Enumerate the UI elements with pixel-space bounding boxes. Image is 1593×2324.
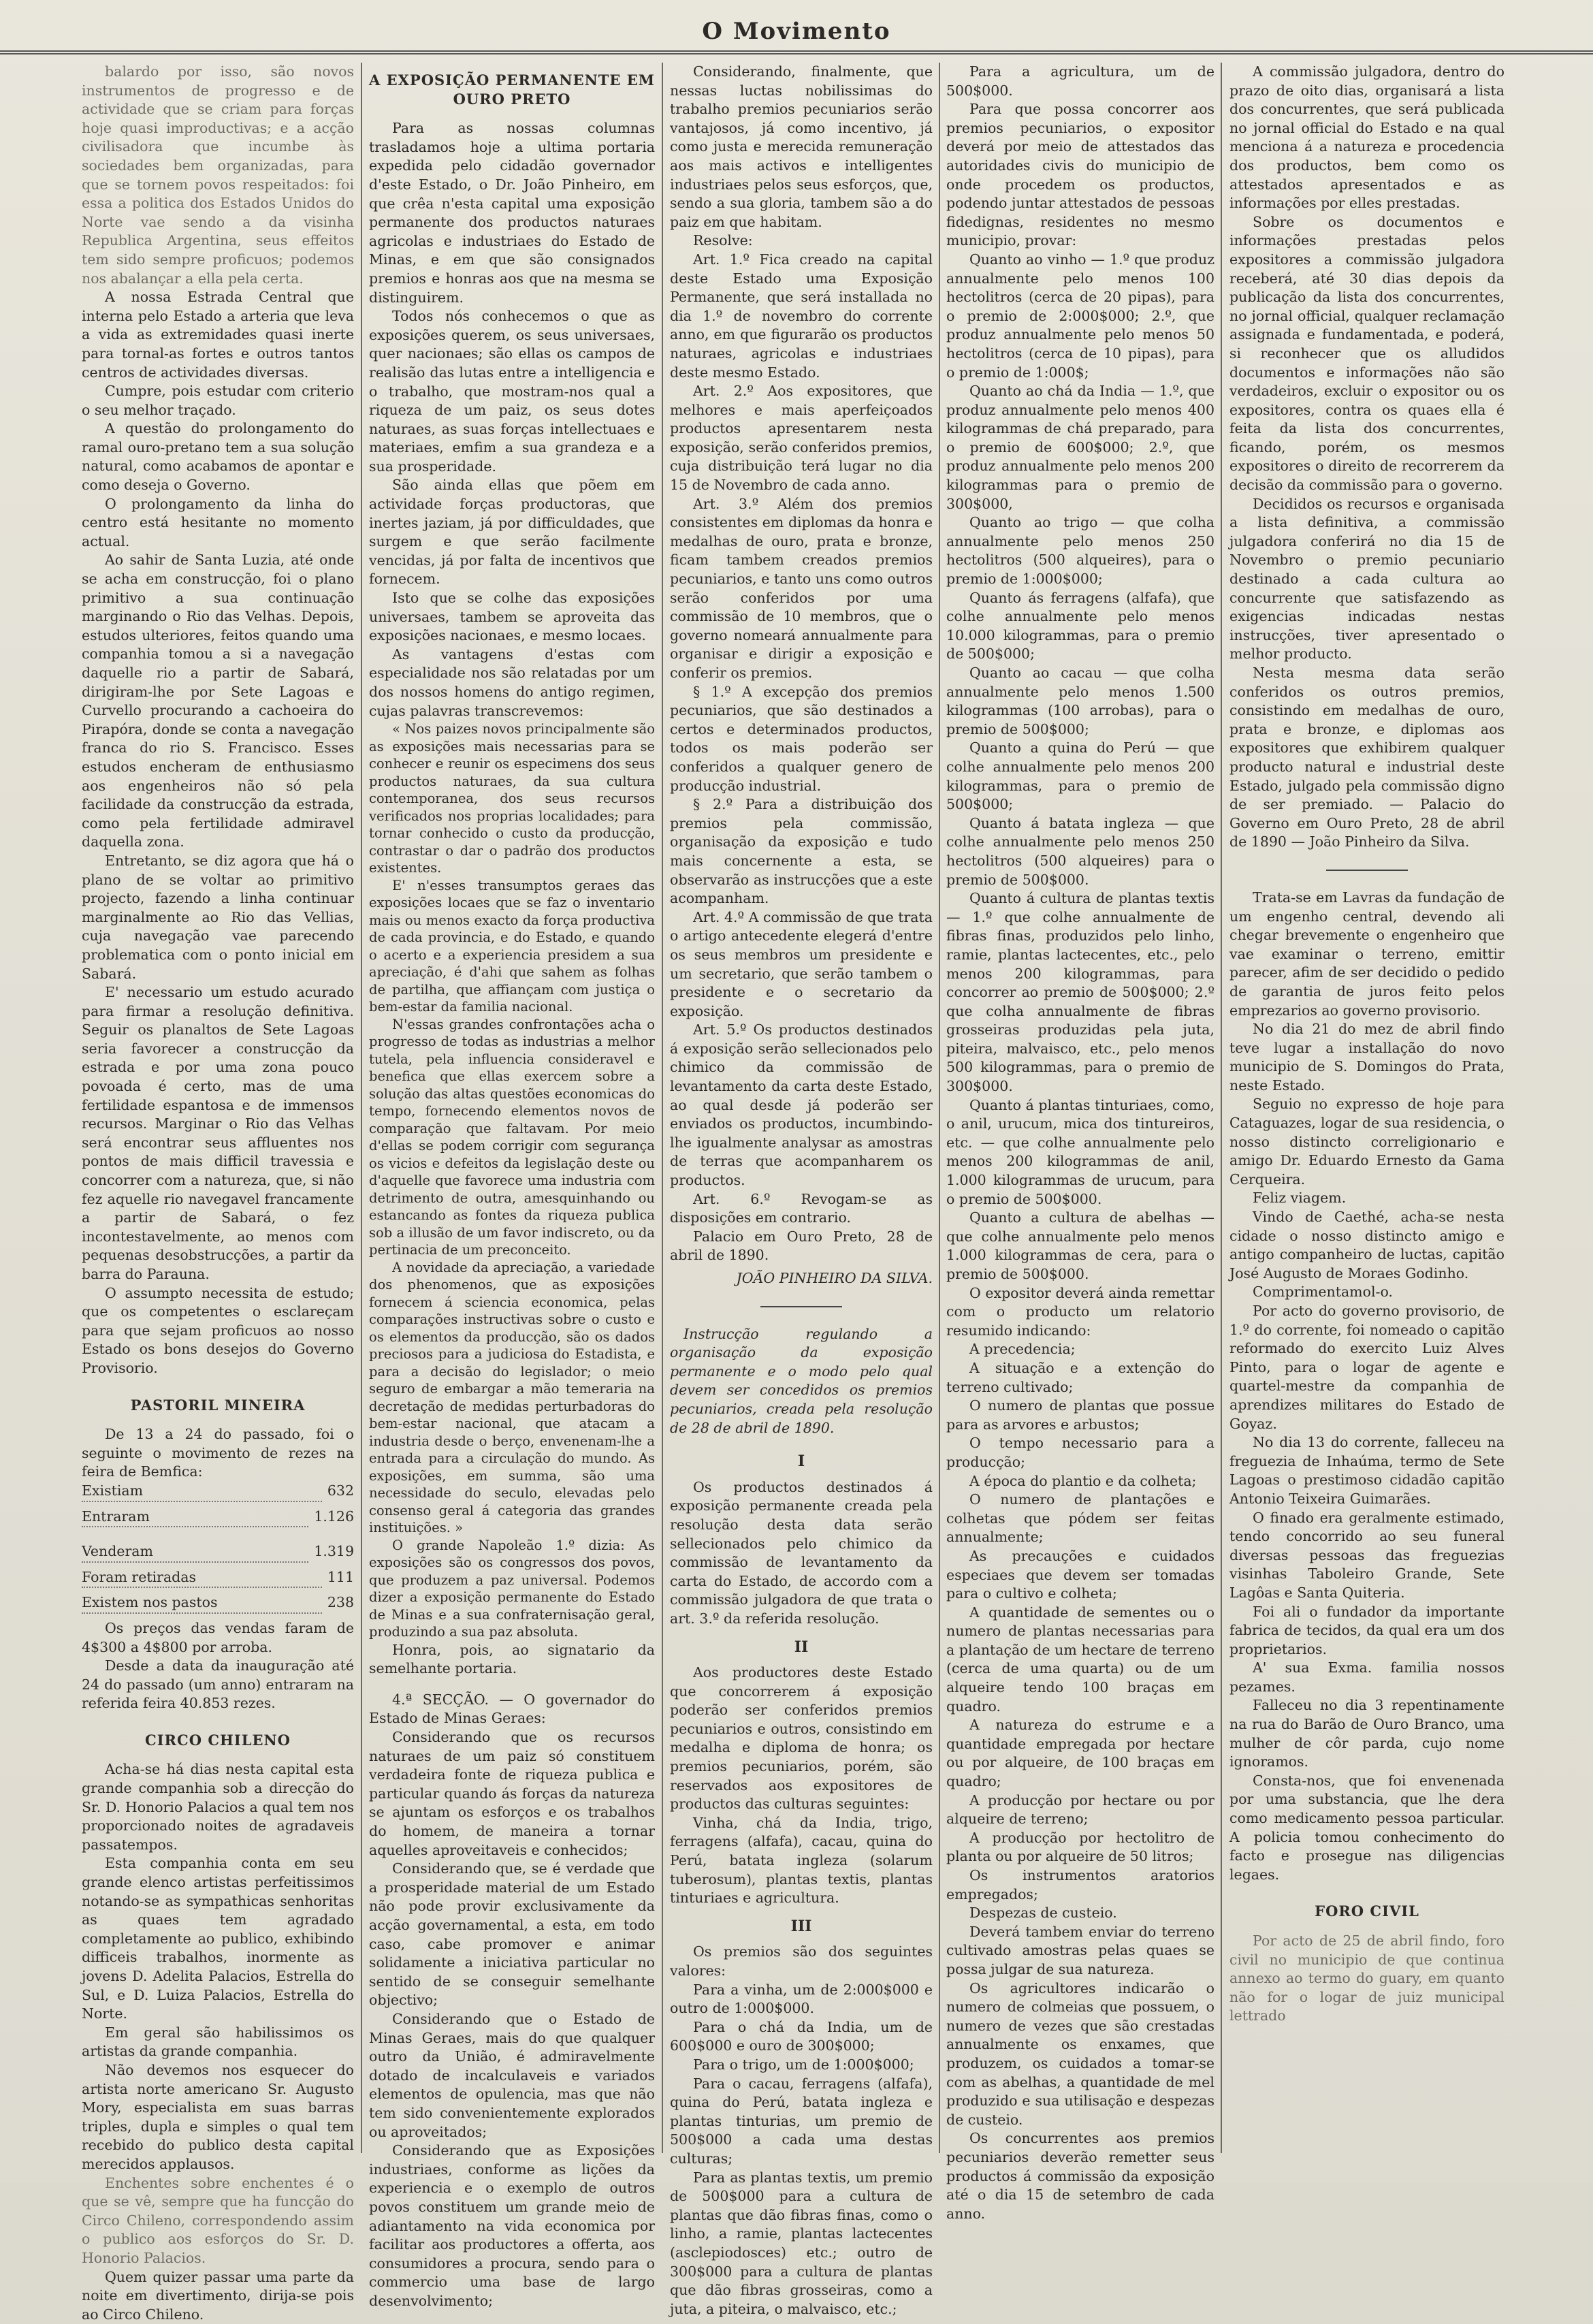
- paragraph: Quanto a quina do Perú — que colhe annualmente pelo menos 200 kilogrammas, para o premio de 500$000;: [946, 739, 1214, 814]
- paragraph: As vantagens d'estas com especialidade nos são relatadas por um dos nossos homens do antigo regimen, cujas palavras transcrevemos:: [369, 646, 655, 720]
- paragraph: Para o cacau, ferragens (alfafa), quina do Perú, batata ingleza e plantas tinturias, um premio de 500$000 a cada uma destas culturas;: [670, 2075, 933, 2169]
- list-item: Os instrumentos aratorios empregados;: [946, 1866, 1214, 1904]
- paragraph: O finado era geralmente estimado, tendo concorrido ao seu funeral diversas pessoas das freguezias visinhas Taboleiro Grande, Sete Lagôas e Santa Quiteria.: [1229, 1509, 1504, 1603]
- list-item: O tempo necessario para a producção;: [946, 1434, 1214, 1471]
- paragraph: O expositor deverá ainda remettar com o producto um relatorio resumido indicando:: [946, 1284, 1214, 1341]
- paragraph: Decididos os recursos e organisada a lista definitiva, a commissão julgadora conferirá no dia 15 de Novembro o premio pecuniario destinado a cada cultura ao concurrente que satisfazendo as exigencias indicadas nestas instrucções, tiver apresentado o melhor producto.: [1229, 495, 1504, 664]
- quote-paragraph: A novidade da apreciação, a variedade dos phenomenos, que as exposições fornecem á sciencia economica, pelas comparações instructivas sobre o custo e os elementos da producção, são os dados preciosos para a judiciosa do Estadista, e para a decisão do legislador; o meio seguro de embargar a mão temeraria na decretação de medidas perturbadoras do bem-estar nacional, que atacam a industria desde o berço, envenenam-lhe a entrada para a circulação do mundo. As exposições, em summa, são uma necessidade do seculo, elevadas pelo consenso geral á categoria das grandes instituições. »: [369, 1259, 655, 1537]
- paragraph: O assumpto necessita de estudo; que os competentes o esclareçam para que sejam proficuos ao nosso Estado os bons desejos do Governo Provisorio.: [82, 1284, 354, 1378]
- column-rule: [939, 63, 940, 2153]
- list-item: A precedencia;: [946, 1340, 1214, 1359]
- paragraph: Art. 4.º A commissão de que trata o artigo antecedente elegerá d'entre os seus membros um presidente e um secretario, que serão tambem o presidente e o secretario da exposição.: [670, 908, 933, 1021]
- paragraph: Quanto á batata ingleza — que colhe annualmente pelo menos 250 hectolitros (500 alqueires) para o premio de 500$000.: [946, 814, 1214, 889]
- paragraph: Esta companhia conta em seu grande elenco artistas perfeitissimos notando-se as sympathicas senhoritas as quaes tem agradado completamente ao publico, exhibindo difficeis trabalhos, inormente as jovens D. Adelita Palacios, Estrella do Sul, e D. Luiza Palacios, Estrella do Norte.: [82, 1854, 354, 2023]
- paragraph: Feliz viagem.: [1229, 1189, 1504, 1208]
- paragraph: Considerando que os recursos naturaes de um paiz só constituem verdadeira fonte de riqueza publica e particular quando ás forças da natureza se ajuntam os esforços e os trabalhos do homem, de maneira a tornar aquelles aproveitaveis e conhecidos;: [369, 1728, 655, 1860]
- paragraph: Consta-nos, que foi envenenada por uma substancia, que lhe dera como medicamento pessoa particular. A policia tomou conhecimento do facto e prosegue nas diligencias legaes.: [1229, 1772, 1504, 1885]
- section-heading-circo: CIRCO CHILENO: [82, 1731, 354, 1750]
- column-rule: [662, 63, 663, 2153]
- paragraph: Não devemos nos esquecer do artista norte americano Sr. Augusto Mory, especialista em suas barras triples, dupla e simples o qual tem recebido do publico desta capital merecidos applausos.: [82, 2061, 354, 2174]
- list-item: O numero de plantações e colhetas que pódem ser feitas annualmente;: [946, 1491, 1214, 1547]
- quote-paragraph: « Nos paizes novos principalmente são as exposições mais necessarias para se conhecer e reunir os especimens dos seus productos naturaes, da sua cultura contemporanea, dos seus recursos verificados nos proprias localidades; para tornar conhecido o custo da producção, contrastar o dar o padrão dos productos existentes.: [369, 720, 655, 877]
- paragraph: No dia 13 do corrente, falleceu na freguezia de Inhaúma, termo de Sete Lagoas o prestimoso cidadão capitão Antonio Teixeira Guimarães.: [1229, 1433, 1504, 1508]
- paragraph: Os premios são dos seguintes valores:: [670, 1943, 933, 1980]
- paragraph: Considerando que o Estado de Minas Geraes, mais do que qualquer outro da União, é admiravelmente dotado de incalculaveis e variados elementos de opulencia, mas que não tem sido convenientemente explorados ou aproveitados;: [369, 2010, 655, 2142]
- paragraph: Para as nossas columnas trasladamos hoje a ultima portaria expedida pelo cidadão governador d'este Estado, o Dr. João Pinheiro, em que crêa n'esta capital uma exposição permanente dos productos naturaes agricolas e industriaes do Estado de Minas, e em que são consignados premios e honras aos que na mesma se distinguirem.: [369, 119, 655, 307]
- paragraph: Quanto ao chá da India — 1.º, que produz annualmente pelo menos 400 kilogrammas de chá preparado, para o premio de 600$000; 2.º, que produz annualmente pelo menos 200 kilogrammas para o premio de 300$000,: [946, 382, 1214, 513]
- paragraph: Quanto ás ferragens (alfafa), que colhe annualmente pelo menos 10.000 kilogrammas, para o premio de 500$000;: [946, 589, 1214, 664]
- paragraph: Palacio em Ouro Preto, 28 de abril de 1890.: [670, 1228, 933, 1265]
- paragraph: Foi ali o fundador da importante fabrica de tecidos, da qual era um dos proprietarios.: [1229, 1603, 1504, 1659]
- list-item: A producção por hectolitro de planta ou por alqueire de 50 litros;: [946, 1829, 1214, 1866]
- paragraph: Trata-se em Lavras da fundação de um engenho central, devendo ali chegar brevemente o engenheiro que vae examinar o terreno, emittir parecer, afim de ser decidido o pedido de garantia de juros feito pelos emprezarios ao governo provisorio.: [1229, 889, 1504, 1020]
- paragraph: Vinha, chá da India, trigo, ferragens (alfafa), cacau, quina do Perú, batata ingleza (solarum tuberosum), plantas textis, plantas tinturiaes e agricultura.: [670, 1814, 933, 1908]
- paragraph: Quanto ao cacau — que colha annualmente pelo menos 1.500 kilogrammas (100 arrobas), para o premio de 500$000;: [946, 664, 1214, 739]
- paragraph: Em geral são habilissimos os artistas da grande companhia.: [82, 2024, 354, 2061]
- paragraph: Considerando que as Exposições industriaes, conforme as lições da experiencia e o exemplo de outros povos constituem um grande meio de adiantamento na vida economica por facilitar aos productores a offerta, aos consumidores a procura, sendo para o commercio uma base de largo desenvolvimento;: [369, 2142, 655, 2310]
- column-1: [82, 63, 354, 2167]
- paragraph: Os preços das vendas faram de 4$300 a 4$800 por arroba.: [82, 1619, 354, 1657]
- paragraph: Entretanto, se diz agora que há o plano de se voltar ao primitivo projecto, fazendo a linha continuar marginalmente ao Rio das Vellias, cuja navegação vae parecendo problematica com o ponto inicial em Sabará.: [82, 852, 354, 983]
- paragraph: Isto que se colhe das exposições universaes, tambem se aproveita das exposições nacionaes, e mesmo locaes.: [369, 589, 655, 646]
- paragraph: Para a vinha, um de 2:000$000 e outro de 1:000$000.: [670, 1981, 933, 2018]
- paragraph: Ao sahir de Santa Luzia, até onde se acha em construcção, foi o plano primitivo a sua continuação marginando o Rio das Velhas. Depois, estudos ulteriores, feitos quando uma companhia tomou a si a navegação daquelle rio a partir de Sabará, dirigiram-lhe por Sete Lagoas e Curvello procurando a cachoeira do Pirapóra, donde se conta a navegação franca do rio S. Francisco. Esses estudos encheram de enthusiasmo aos engenheiros não só pela facilidade da construcção da estrada, como pela fertilidade admiravel daquella zona.: [82, 551, 354, 852]
- divider: [1326, 870, 1408, 871]
- paragraph: Resolve:: [670, 232, 933, 251]
- list-item: O numero de plantas que possue para as arvores e arbustos;: [946, 1397, 1214, 1434]
- quote-paragraph: E' n'esses transumptos geraes das exposições locaes que se faz o inventario mais ou menos exacto da força productiva de cada provincia, e do Estado, e quando o acerto e a experiencia presidem a sua apreciação, é d'ahi que sahem as folhas de partilha, que affiançam com justiça o bem-estar da familia nacional.: [369, 877, 655, 1016]
- paragraph: São ainda ellas que põem em actividade forças productoras, que inertes jaziam, já por difficuldades, que surgem e que serão facilmente vencidas, já por falta de incentivos que fornecem.: [369, 476, 655, 589]
- paragraph: § 1.º A excepção dos premios pecuniarios, que são destinados a certos e determinados productos, todos os mais poderão ser conferidos a qualquer genero de producção industrial.: [670, 683, 933, 796]
- newspaper-title: O Movimento: [702, 18, 890, 45]
- list-item: A producção por hectare ou por alqueire de terreno;: [946, 1792, 1214, 1829]
- paragraph: Os productos destinados á exposição permanente creada pela resolução desta data serão sellecionados pelo chimico da commissão de levantamento da carta do Estado, de accordo com a commissão julgadora de que trata o art. 3.º da referida resolução.: [670, 1478, 933, 1629]
- paragraph: Art. 6.º Revogam-se as disposições em contrario.: [670, 1190, 933, 1228]
- paragraph: Para a agricultura, um de 500$000.: [946, 63, 1214, 100]
- section-number: II: [670, 1638, 933, 1657]
- column-4: [946, 63, 1214, 2167]
- paragraph: Para que possa concorrer aos premios pecuniarios, o expositor deverá por meio de attestados das autoridades civis do municipio de onde procedem os productos, podendo juntar attestados de pessoas fidedignas, residentes no mesmo municipio, provar:: [946, 100, 1214, 251]
- stats-row: Foram retiradas 111: [82, 1568, 354, 1594]
- paragraph: Por acto do governo provisorio, de 1.º do corrente, foi nomeado o capitão reformado do exercito Luiz Alves Pinto, para o logar de agente e quartel-mestre da companhia de aprendizes militares do Estado de Goyaz.: [1229, 1302, 1504, 1433]
- stats-row: Existiam 632: [82, 1482, 354, 1508]
- signature: JOÃO PINHEIRO DA SILVA.: [670, 1269, 933, 1288]
- stats-row: Existem nos pastos 238: [82, 1593, 354, 1619]
- column-rule: [361, 63, 362, 2153]
- paragraph: § 2.º Para a distribuição dos premios pela commissão, organisação da exposição e tudo mais concernente a esta, se observarão as instrucções que a este acompanham.: [670, 795, 933, 908]
- list-item: A situação e a extenção do terreno cultivado;: [946, 1359, 1214, 1397]
- paragraph: balardo por isso, são novos instrumentos de progresso e de actividade que se criam para forças hoje quasi improductivas; e a acção civilisadora que incumbe às sociedades bem organizadas, para que se tornem povos respeitados: foi essa a politica dos Estados Unidos do Norte vae sendo a da visinha Republica Argentina, seus effeitos tem sido sempre proficuos; podemos nos abalançar a ella pela certa.: [82, 63, 354, 288]
- paragraph: Honra, pois, ao signatario da semelhante portaria.: [369, 1641, 655, 1678]
- stats-row: Venderam 1.319: [82, 1542, 354, 1568]
- list-item: As precauções e cuidados especiaes que devem ser tomadas para o cultivo e colheta;: [946, 1547, 1214, 1604]
- paragraph: Quanto á plantas tinturiaes, como, o anil, urucum, mica dos tintureiros, etc. — que colhe annualmente pelo menos 200 kilogrammas de anil, 1.000 kilogrammas de urucum, para o premio de 500$000.: [946, 1096, 1214, 1209]
- section-heading-exposicao: A EXPOSIÇÃO PERMANENTE EM OURO PRETO: [369, 71, 655, 108]
- list-item: A quantidade de sementes ou o numero de plantas necessarias para a plantação de um hectare de terreno (cerca de uma quarta) ou de um alqueire tendo 100 braças em quadro.: [946, 1604, 1214, 1717]
- section-number: I: [670, 1452, 933, 1471]
- paragraph: Para as plantas textis, um premio de 500$000 para a cultura de plantas que dão fibras finas, como o linho, a ramie, plantas lactecentes (asclepiodosces) etc.; outro de 300$000 para a cultura de plantas que dão fibras grosseiras, como a juta, a piteira, o malvaisco, etc.;: [670, 2169, 933, 2319]
- paragraph: Quanto ao vinho — 1.º que produz annualmente pelo menos 100 hectolitros (cerca de 20 pipas), para o premio de 2:000$000; 2.º, que produz annualmente pelo menos 50 hectolitros (cerca de 10 pipas), para o premio de 1:000$;: [946, 251, 1214, 382]
- section-heading-foro: FORO CIVIL: [1229, 1902, 1504, 1921]
- paragraph: Para o chá da India, um de 600$000 e ouro de 300$000;: [670, 2018, 933, 2056]
- paragraph: Quem quizer passar uma parte da noite em divertimento, dirija-se pois ao Circo Chileno.: [82, 2268, 354, 2324]
- instruction-title: Instrucção regulando a organisação da exposição permanente e o modo pelo qual devem ser concedidos os premios pecuniarios, creada pela resolução de 28 de abril de 1890.: [670, 1325, 933, 1438]
- divider: [760, 1306, 842, 1307]
- paragraph: Enchentes sobre enchentes é o que se vê, sempre que ha funcção do Circo Chileno, correspondendo assim o publico aos esforços do Sr. D. Honorio Palacios.: [82, 2174, 354, 2268]
- paragraph: Seguio no expresso de hoje para Cataguazes, logar de sua residencia, o nosso distincto correligionario e amigo Dr. Eduardo Ernesto da Gama Cerqueira.: [1229, 1095, 1504, 1189]
- paragraph: Acha-se há dias nesta capital esta grande companhia sob a direcção do Sr. D. Honorio Palacios a qual tem nos proporcionado noites de agradaveis passatempos.: [82, 1760, 354, 1854]
- paragraph: Comprimentamol-o.: [1229, 1283, 1504, 1302]
- paragraph: O prolongamento da linha do centro está hesitante no momento actual.: [82, 495, 354, 552]
- list-item: Despezas de custeio.: [946, 1904, 1214, 1923]
- list-item: A natureza do estrume e a quantidade empregada por hectare ou por alqueire, de 100 braças em quadro;: [946, 1716, 1214, 1791]
- section-number: III: [670, 1917, 933, 1937]
- paragraph: Os agricultores indicarão o numero de colmeias que possuem, o numero de vezes que são crestadas annualmente os enxames, que produzem, os cuidados a tomar-se com as abelhas, a quantidade de mel produzido e sua utilisação e despezas de custeio.: [946, 1979, 1214, 2130]
- column-3: [670, 63, 933, 2167]
- paragraph: No dia 21 do mez de abril findo teve lugar a installação do novo municipio de S. Domingos do Prata, neste Estado.: [1229, 1020, 1504, 1095]
- paragraph: A questão do prolongamento do ramal ouro-pretano tem a sua solução natural, como acabamos de apontar e como deseja o Governo.: [82, 419, 354, 494]
- paragraph: Cumpre, pois estudar com criterio o seu melhor traçado.: [82, 382, 354, 419]
- column-rule: [1221, 63, 1222, 2153]
- paragraph: O grande Napoleão 1.º dizia: As exposições são os congressos dos povos, que produzem a paz universal. Podemos dizer a exposição permanente do Estado de Minas e a sua confraternisação geral, produzindo a sua paz absoluta.: [369, 1537, 655, 1641]
- paragraph: Aos productores deste Estado que concorrerem á exposição poderão ser conferidos premios pecuniarios e outros, consistindo em medalha e diploma de honra; os premios pecuniarios, porém, são reservados aos expositores de productos das culturas seguintes:: [670, 1664, 933, 1814]
- paragraph: Quanto á cultura de plantas textis — 1.º que colhe annualmente de fibras finas, produzidos pelo linho, ramie, plantas lactecentes, etc., pelo menos 200 kilogrammas, para concorrer ao premio de 500$000; 2.º que colha annualmente de fibras grosseiras produzidas pela juta, piteira, malvaisco, etc., pelo menos 500 kilogrammas, para o premio de 300$000.: [946, 889, 1214, 1096]
- paragraph: Art. 2.º Aos expositores, que melhores e mais aperfeiçoados productos apresentarem nesta exposição, serão conferidos premios, cuja distribuição terá lugar no dia 15 de Novembro de cada anno.: [670, 382, 933, 495]
- paragraph: Art. 5.º Os productos destinados á exposição serão sellecionados pelo chimico da commissão de levantamento da carta deste Estado, ao qual desde já poderão ser enviados os productos, incumbindo-lhe igualmente analysar as amostras de terras que acompanharem os productos.: [670, 1021, 933, 1190]
- paragraph: Para o trigo, um de 1:000$000;: [670, 2056, 933, 2075]
- list-item: A época do plantio e da colheta;: [946, 1472, 1214, 1491]
- section-heading-pastoril: PASTORIL MINEIRA: [82, 1396, 354, 1415]
- paragraph: Todos nós conhecemos o que as exposições querem, os seus universaes, quer nacionaes; são ellas os campos de realisão das lutas entre a intelligencia e o trabalho, que mostram-nos qual a riqueza de um paiz, os seus dotes naturaes, as suas forças intellectuaes e materiaes, emfim a sua grandeza e a sua prosperidade.: [369, 307, 655, 476]
- paragraph: Considerando, finalmente, que nessas luctas nobilissimas do trabalho premios pecuniarios serão vantajosos, já como incentivo, já como justa e merecida remuneração aos mais activos e intelligentes industriaes pelos seus esforços, que, sendo a sua gloria, tambem são a do paiz em que habitam.: [670, 63, 933, 232]
- paragraph: Falleceu no dia 3 repentinamente na rua do Barão de Ouro Branco, uma mulher de côr parda, cujo nome ignoramos.: [1229, 1696, 1504, 1771]
- paragraph: Considerando que, se é verdade que a prosperidade material de um Estado não pode provir exclusivamente da acção governamental, a esta, em todo caso, cabe promover e animar solidamente a iniciativa particular no sentido de se conseguir semelhante objectivo;: [369, 1860, 655, 2010]
- paragraph: A nossa Estrada Central que interna pelo Estado a arteria que leva a vida as extremidades quasi inerte para tornal-as fortes e outros tantos centros de actividades diversas.: [82, 288, 354, 382]
- paragraph: E' necessario um estudo acurado para firmar a resolução definitiva. Seguir os planaltos de Sete Lagoas seria favorecer a construcção da estrada e por uma zona pouco povoada é certo, mas de uma fertilidade espantosa e de immensos recursos. Marginar o Rio das Velhas será encontrar seus affluentes nos pontos de mais difficil travessia e concorrer com a natureza, que, si não fez aquelle rio navegavel francamente a partir de Sabará, o fez incontestavelmente, ao menos com pequenas desobstrucções, a partir da barra do Parauna.: [82, 983, 354, 1284]
- paragraph: Quanto a cultura de abelhas — que colhe annualmente pelo menos 1.000 kilogrammas de cera, para o premio de 500$000.: [946, 1209, 1214, 1284]
- paragraph: Desde a data da inauguração até 24 do passado (um anno) entraram na referida feira 40.853 rezes.: [82, 1657, 354, 1713]
- quote-paragraph: N'essas grandes confrontações acha o progresso de todas as industrias a melhor tutela, pela influencia consideravel e benefica que ellas exercem sobre a solução das altas questões economicas do tempo, fornecendo elementos novos de comparação que faltavam. Por meio d'ellas se podem corrigir com segurança os vicios e defeitos da legislação deste ou d'aquelle que favorece uma industria com detrimento de outra, amesquinhando ou estancando as fontes da riqueza publica sob a illusão de um favor indiscreto, ou da pertinacia de um preconceito.: [369, 1016, 655, 1259]
- paragraph: Sobre os documentos e informações prestadas pelos expositores a commissão julgadora receberá, até 30 dias depois da publicação da lista dos concurrentes, no jornal official, qualquer reclamação assignada e fundamentada, e poderá, si reconhecer que os alludidos documentos e informações não são verdadeiros, excluir o expositor ou os expositores, contra os quaes ella é feita da lista dos concurrentes, ficando, porém, os mesmos expositores o direito de recorrerem da decisão da commissão para o governo.: [1229, 213, 1504, 495]
- stats-row: Entraram 1.126: [82, 1508, 354, 1533]
- paragraph: Vindo de Caethé, acha-se nesta cidade o nosso distincto amigo e antigo companheiro de luctas, capitão José Augusto de Moraes Godinho.: [1229, 1208, 1504, 1283]
- paragraph: Quanto ao trigo — que colha annualmente pelo menos 250 hectolitros (500 alqueires), para o premio de 1:000$000;: [946, 513, 1214, 588]
- paragraph: A' sua Exma. familia nossos pezames.: [1229, 1659, 1504, 1696]
- masthead: [0, 0, 1593, 54]
- paragraph: Nesta mesma data serão conferidos os outros premios, consistindo em medalhas de ouro, prata e bronze, e diplomas aos expositores que exhibirem qualquer producto natural e industrial deste Estado, julgado pela commissão digno de ser premiado. — Palacio do Governo em Ouro Preto, 28 de abril de 1890 — João Pinheiro da Silva.: [1229, 664, 1504, 852]
- paragraph: De 13 a 24 do passado, foi o seguinte o movimento de rezes na feira de Bemfica:: [82, 1425, 354, 1482]
- paragraph: Deverá tambem enviar do terreno cultivado amostras pelas quaes se possa julgar de sua natureza.: [946, 1923, 1214, 1979]
- column-5: [1229, 63, 1504, 2167]
- paragraph: Art. 1.º Fica creado na capital deste Estado uma Exposição Permanente, que será installada no dia 1.º de novembro do corrente anno, em que figurarão os productos naturaes, agricolas e industriaes deste mesmo Estado.: [670, 251, 933, 382]
- paragraph: A commissão julgadora, dentro do prazo de oito dias, organisará a lista dos concurrentes, que será publicada no jornal official do Estado e na qual menciona á a natureza e procedencia dos productos, bem como os attestados apresentados e as informações por elles prestadas.: [1229, 63, 1504, 213]
- paragraph: Art. 3.º Além dos premios consistentes em diplomas da honra e medalhas de ouro, prata e bronze, ficam tambem creados premios pecuniarios, e tanto uns como outros serão conferidos por uma commissão de 10 membros, que o governo nomeará annualmente para organisar e dirigir a exposição e conferir os premios.: [670, 495, 933, 683]
- paragraph: Por acto de 25 de abril findo, foro civil no municipio de que continua annexo ao termo do guary, em quanto não for o logar de juiz municipal lettrado: [1229, 1932, 1504, 2026]
- column-2: [369, 63, 655, 2167]
- paragraph: 4.ª SECÇÃO. — O governador do Estado de Minas Geraes:: [369, 1691, 655, 1728]
- paragraph: Os concurrentes aos premios pecuniarios deverão remetter seus productos á commissão da exposição até o dia 15 de setembro de cada anno.: [946, 2129, 1214, 2223]
